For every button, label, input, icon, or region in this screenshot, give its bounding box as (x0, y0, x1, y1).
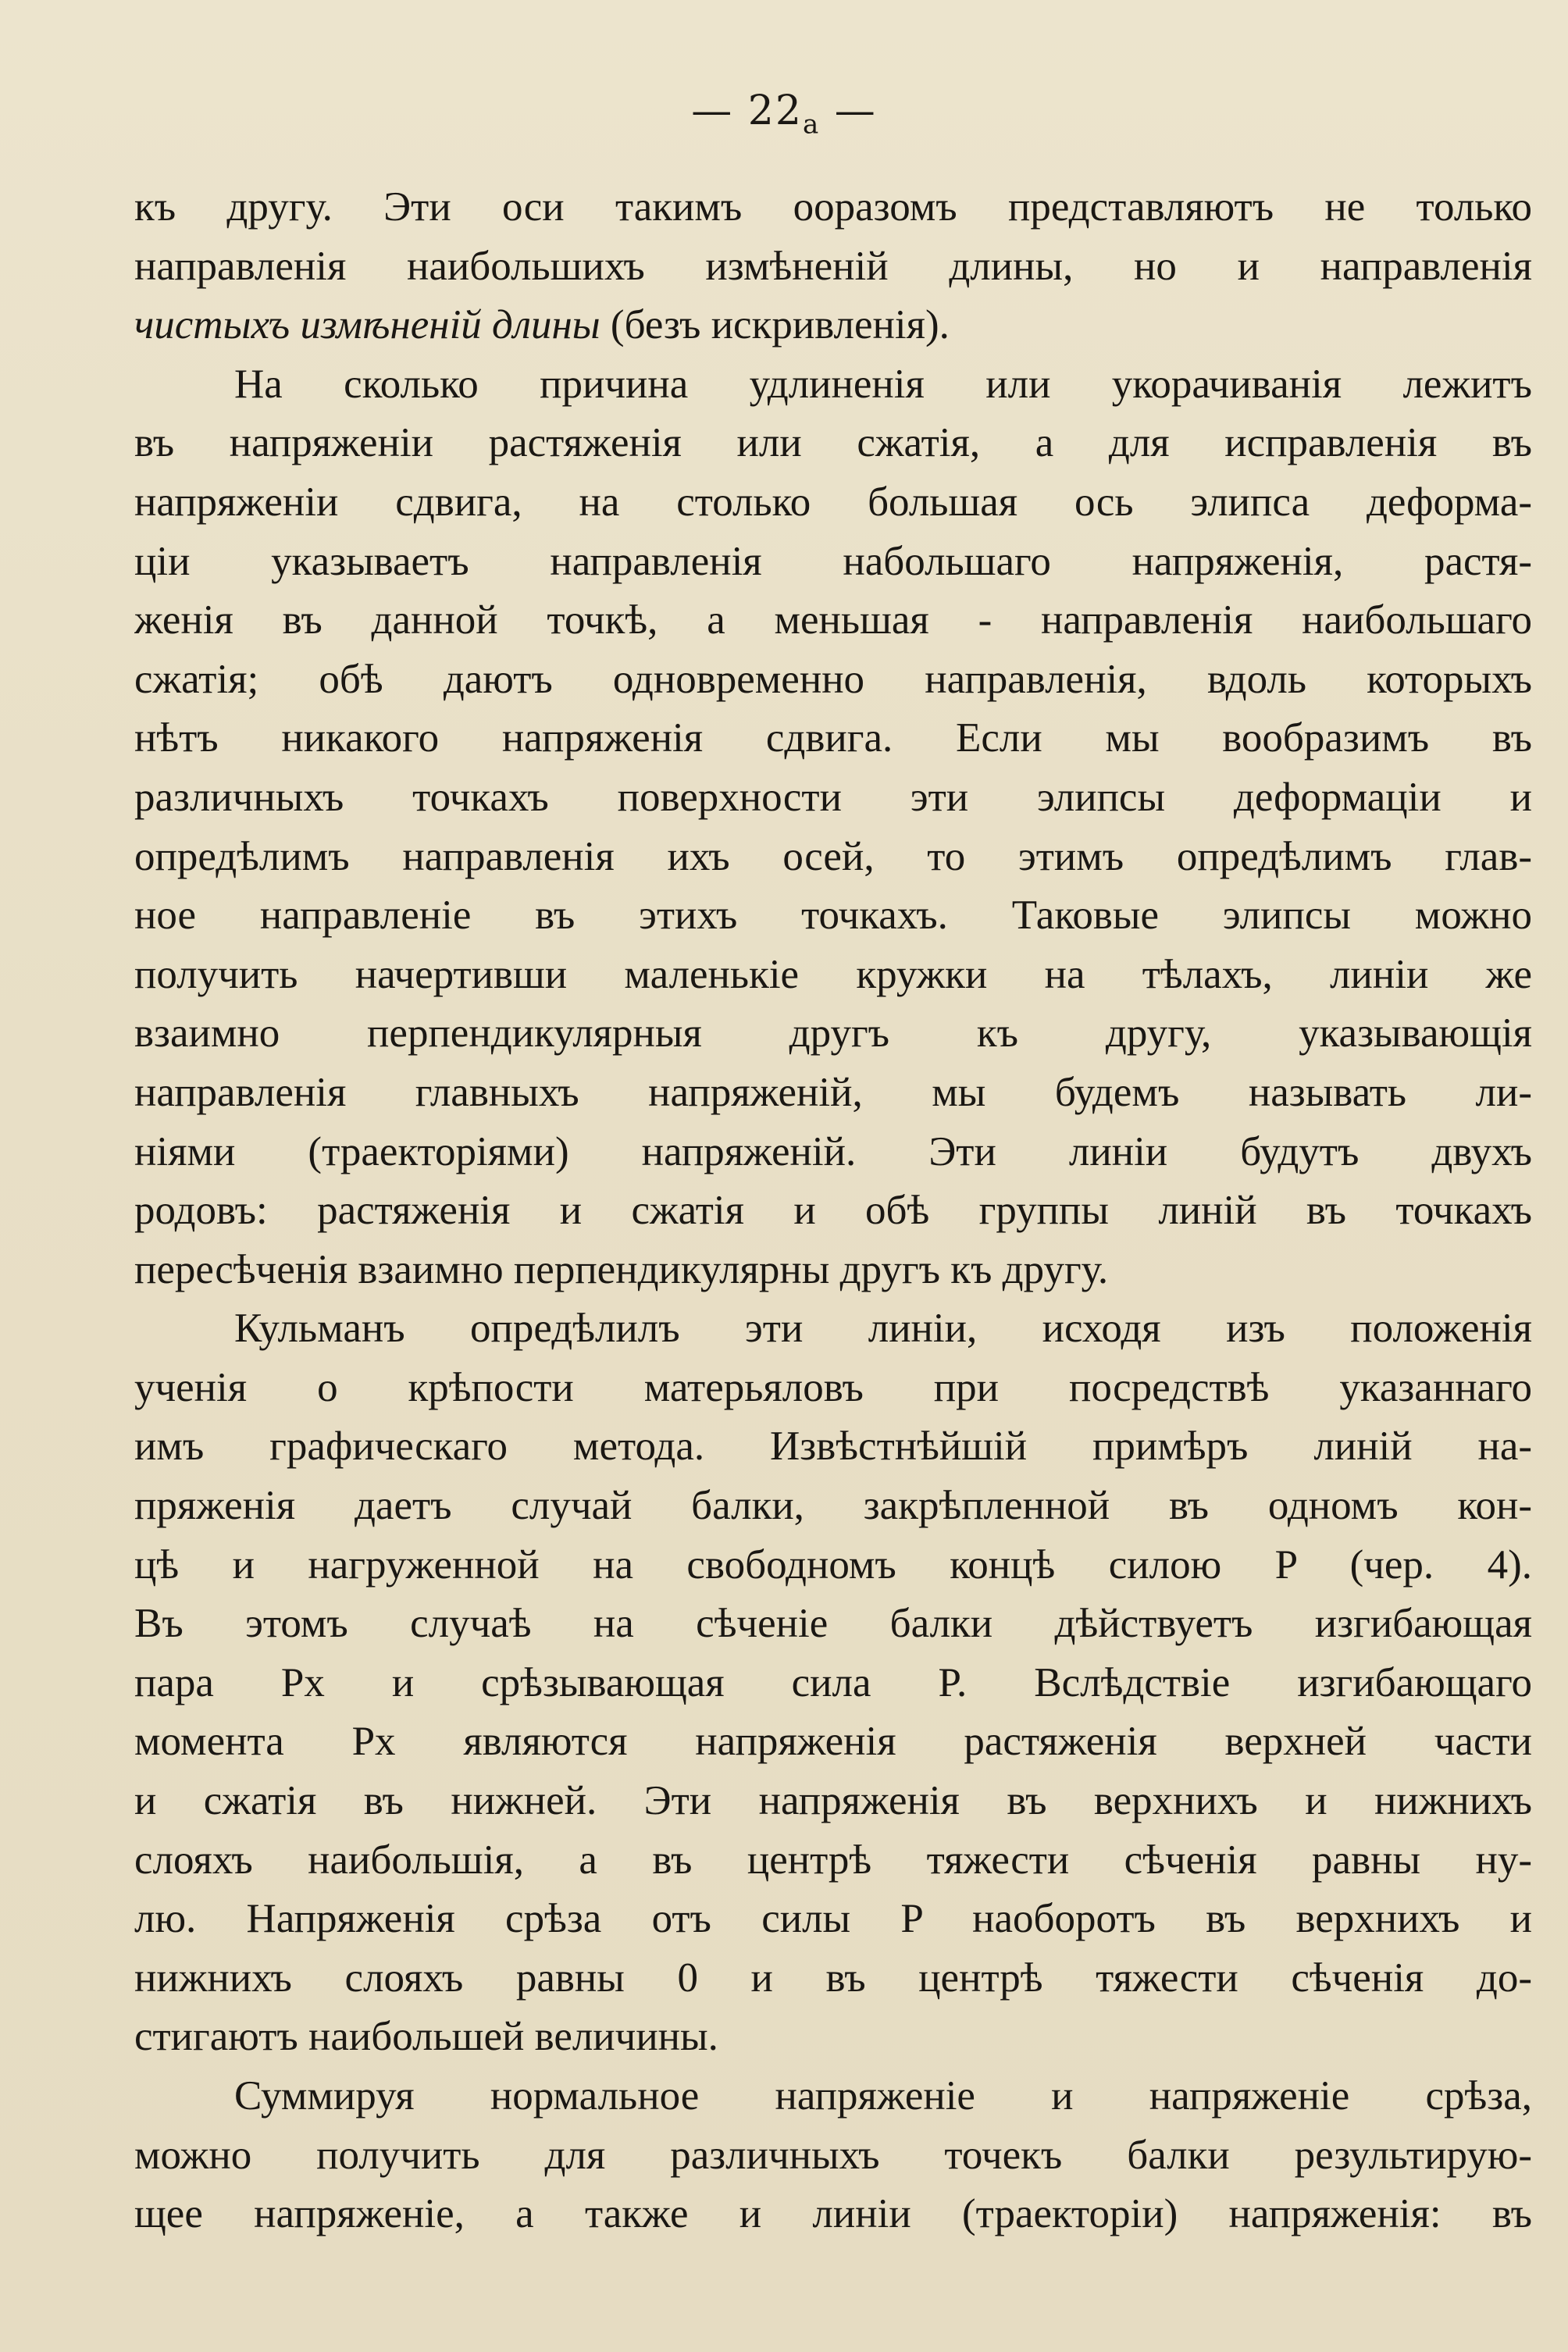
text-line: слояхъ наибольшія, а въ центрѣ тяжести сѣченія равны ну- (134, 1837, 1532, 1883)
text-line: взаимно перпендикулярныя другъ къ другу, указывающія (134, 1010, 1532, 1057)
text-line: пара Px и срѣзывающая сила P. Вслѣдствіе изгибающаго (134, 1659, 1532, 1705)
text-line: ніями (траекторіями) напряженій. Эти линіи будутъ двухъ (134, 1128, 1532, 1174)
text-line: цѣ и нагруженной на свободномъ концѣ силою P (чер. 4). (134, 1541, 1532, 1588)
text-line: опредѣлимъ направленія ихъ осей, то этимъ опредѣлимъ глав- (134, 833, 1532, 879)
text-line: родовъ: растяженія и сжатія и обѣ группы линій въ точкахъ (134, 1188, 1532, 1234)
text-line: къ другу. Эти оси такимъ ооразомъ представляютъ не только (134, 184, 1532, 230)
text-line: стигаютъ наибольшей величины. (134, 2014, 718, 2060)
text-line: ціи указываетъ направленія набольшаго напряженія, растя- (134, 538, 1532, 584)
text-line: ученія о крѣпости матерьяловъ при посредствѣ указаннаго (134, 1364, 1532, 1410)
text-line: чистыхъ измѣненій длины (безъ искривленія). (134, 302, 950, 348)
text-line: щее напряженіе, а также и линіи (траекторіи) напряженія: въ (134, 2191, 1532, 2237)
text-line: женія въ данной точкѣ, а меньшая - направленія наибольшаго (134, 597, 1532, 643)
text-line: напряженіи сдвига, на столько большая ось элипса деформа- (134, 479, 1532, 525)
text-line: момента Px являются напряженія растяженія верхней части (134, 1719, 1532, 1765)
text-line: нижнихъ слояхъ равны 0 и въ центрѣ тяжести сѣченія до- (134, 1955, 1532, 2001)
text-line: На сколько причина удлиненія или укорачиванія лежитъ (234, 361, 1532, 407)
text-line: Въ этомъ случаѣ на сѣченіе балки дѣйствуетъ изгибающая (134, 1601, 1532, 1647)
text-line: направленія наибольшихъ измѣненій длины, но и направленія (134, 243, 1532, 289)
text-line: лю. Напряженія срѣза отъ силы P наоборотъ въ верхнихъ и (134, 1896, 1532, 1942)
text-line: пряженія даетъ случай балки, закрѣпленной въ одномъ кон- (134, 1483, 1532, 1529)
page-number: — $22_а$ — (691, 87, 877, 141)
italic-phrase: чистыхъ измѣненій длины (134, 302, 600, 348)
text-line: и сжатія въ нижней. Эти напряженія въ верхнихъ и нижнихъ (134, 1778, 1532, 1824)
body-text (134, 178, 1532, 2244)
text-line: Кульманъ опредѣлилъ эти линіи, исходя изъ положенія (234, 1306, 1532, 1352)
text-line: имъ графическаго метода. Извѣстнѣйшій примѣръ линій на- (134, 1424, 1532, 1470)
text-line: сжатія; обѣ даютъ одновременно направленія, вдоль которыхъ (134, 656, 1532, 702)
text-line: получить начертивши маленькіе кружки на тѣлахъ, линіи же (134, 951, 1532, 997)
text-line: Суммируя нормальное напряженіе и напряженіе срѣза, (234, 2073, 1532, 2119)
text-line: въ напряженіи растяженія или сжатія, а для исправленія въ (134, 420, 1532, 466)
text-line: ное направленіе въ этихъ точкахъ. Таковые элипсы можно (134, 893, 1532, 939)
text-line: направленія главныхъ напряженій, мы будемъ называть ли- (134, 1069, 1532, 1115)
text-line: различныхъ точкахъ поверхности эти элипсы деформаціи и (134, 774, 1532, 820)
text-line: можно получить для различныхъ точекъ балки результирую- (134, 2132, 1532, 2178)
text-line: нѣтъ никакого напряженія сдвига. Если мы вообразимъ въ (134, 715, 1532, 761)
text-line: пересѣченія взаимно перпендикулярны другъ къ другу. (134, 1246, 1109, 1292)
